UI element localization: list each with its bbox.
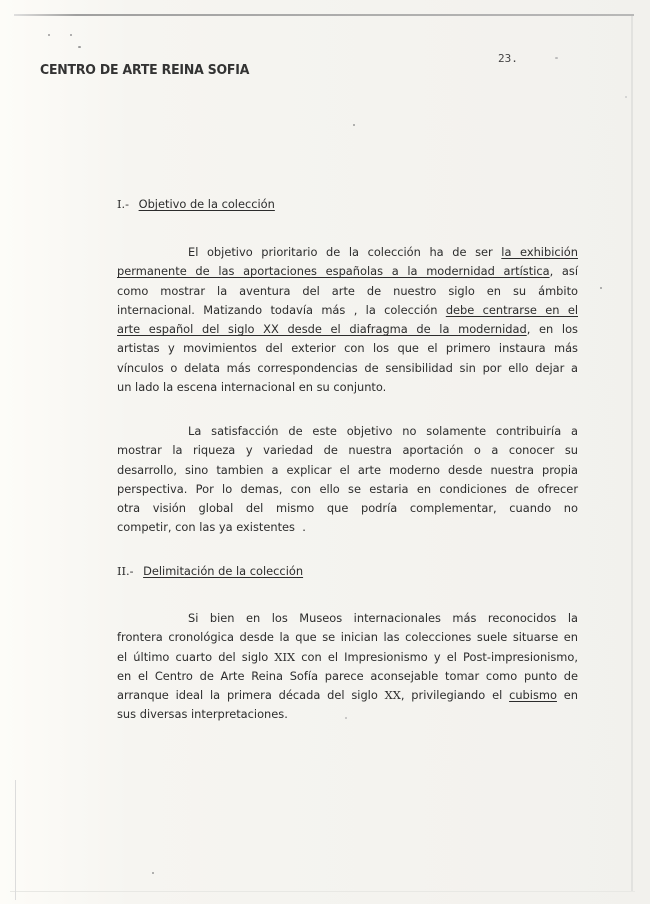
text-line: arranque ideal la primera década del siglo XX, privilegiando el cubismo en (117, 688, 578, 703)
text-line: Si bien en los Museos internacionales más reconocidos la (188, 611, 578, 625)
text-line: competir, con las ya existentes . (117, 520, 306, 535)
scan-speck (353, 124, 355, 126)
text-line: sus diversas interpretaciones. (117, 707, 288, 722)
text-line: perspectiva. Por lo demas, con ello se estaria en condiciones de ofrecer (117, 481, 578, 496)
text-line: vínculos o delata más correspondencias de sensibilidad sin por ello dejar a (117, 360, 578, 375)
scan-speck (625, 96, 627, 98)
section-heading-delimitacion (117, 564, 303, 578)
section-title: Delimitación de la colección (143, 564, 304, 578)
text-line: permanente de las aportaciones españolas a la modernidad artística, así (117, 264, 578, 279)
scan-speck (48, 34, 50, 36)
section-title: Objetivo de la colección (138, 197, 275, 211)
text-line: en el Centro de Arte Reina Sofía parece aconsejable tomar como punto de (117, 668, 578, 683)
text-line: un lado la escena internacional en su conjunto. (117, 380, 387, 395)
text-line: el último cuarto del siglo XIX con el Impresionismo y el Post-impresionismo, (117, 649, 578, 664)
text-line: La satisfacción de este objetivo no solamente contribuiría a (188, 424, 578, 438)
text-line: arte español del siglo XX desde el diafragma de la modernidad, en los (117, 322, 578, 337)
page-right-edge (631, 16, 633, 891)
paragraph-objetivo-2 (117, 422, 578, 538)
text-line: mostrar la riqueza y variedad de nuestra aportación o a conocer su (117, 443, 578, 458)
paragraph-delimitacion (117, 609, 578, 725)
section-number: I.- (117, 197, 129, 211)
text-line: frontera cronológica desde la que se inician las colecciones suele situarse en (117, 630, 578, 645)
scan-speck (555, 57, 558, 59)
section-heading-objetivo (117, 197, 275, 211)
scan-speck (152, 872, 154, 874)
page-bottom-edge (10, 891, 635, 892)
text-line: internacional. Matizando todavía más , la colección debe centrarse en el (117, 302, 578, 317)
text-line: como mostrar la aventura del arte de nuestro siglo en su ámbito (117, 283, 578, 298)
scan-speck (600, 287, 602, 289)
paragraph-objetivo-1 (117, 243, 578, 397)
section-number: II.- (117, 564, 134, 578)
text-line: desarrollo, sino tambien a explicar el arte moderno desde nuestra propia (117, 462, 578, 477)
page-number: 23. (498, 52, 518, 65)
text-line: artistas y movimientos del exterior con los que el primero instaura más (117, 341, 578, 356)
text-line: otra visión global del mismo que podría complementar, cuando no (117, 501, 578, 516)
scan-speck (78, 46, 81, 48)
organization-header: CENTRO DE ARTE REINA SOFIA (40, 63, 250, 78)
page-left-edge (15, 780, 16, 900)
text-line: El objetivo prioritario de la colección ha de ser la exhibición (188, 245, 578, 259)
page-top-edge (14, 14, 634, 16)
scan-speck (70, 34, 72, 36)
